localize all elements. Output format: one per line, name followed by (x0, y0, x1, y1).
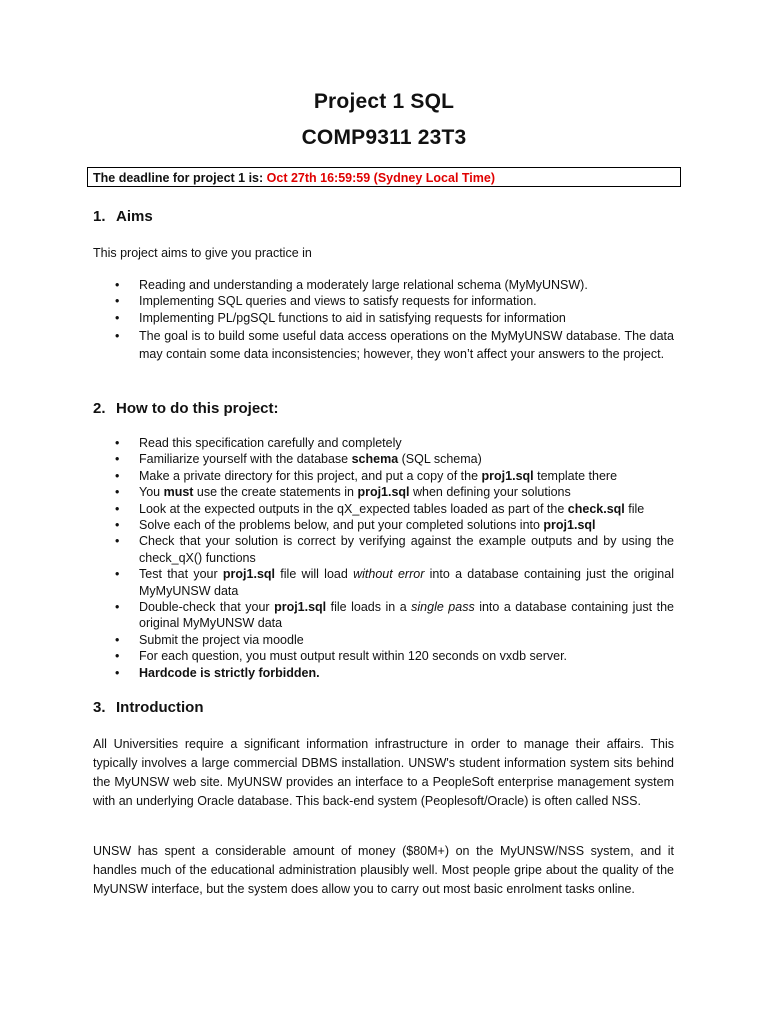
section-title: How to do this project: (116, 400, 279, 417)
section-number: 2. (93, 400, 106, 417)
section-title: Introduction (116, 699, 204, 716)
list-item: • Solve each of the problems below, and put your completed solutions into proj1.sql (93, 517, 674, 533)
list-item: • Implementing PL/pgSQL functions to aid in satisfying requests for information (93, 310, 674, 326)
list-item: • The goal is to build some useful data access operations on the MyMyUNSW database. The data may contain some data inconsistencies; however, they won’t affect your answers to the project. (93, 328, 674, 363)
section-number: 1. (93, 208, 106, 225)
section-introduction-heading (93, 699, 203, 716)
intro-paragraph-1: All Universities require a significant information infrastructure in order to manage their affairs. This typically involves a large commercial DBMS installation. UNSW's student information system sits behind the MyUNSW web site. MyUNSW provides an interface to a PeopleSoft enterprise management system with an underlying Oracle database. This back-end system (Peoplesoft/Oracle) is often called NSS. (93, 737, 674, 808)
deadline-box (87, 167, 681, 187)
section-number: 3. (93, 699, 106, 716)
section-aims-heading (93, 208, 153, 225)
deadline-value: Oct 27th 16:59:59 (Sydney Local Time) (266, 171, 495, 185)
list-item: • Hardcode is strictly forbidden. (93, 665, 674, 681)
howto-list (93, 435, 674, 681)
deadline-label: The deadline for project 1 is: (93, 171, 264, 185)
list-item: • Check that your solution is correct by verifying against the example outputs and by using the check_qX() functions (93, 533, 674, 566)
aims-intro: This project aims to give you practice in (93, 246, 312, 260)
aims-list (93, 277, 674, 363)
section-title: Aims (116, 208, 153, 225)
list-item: • Look at the expected outputs in the qX_expected tables loaded as part of the check.sql file (93, 501, 674, 517)
list-item: • For each question, you must output result within 120 seconds on vxdb server. (93, 648, 674, 664)
list-item: • Make a private directory for this project, and put a copy of the proj1.sql template there (93, 468, 674, 484)
list-item: • Reading and understanding a moderately large relational schema (MyMyUNSW). (93, 277, 674, 293)
list-item: • Double-check that your proj1.sql file loads in a single pass into a database containing just the original MyMyUNSW data (93, 599, 674, 632)
list-item: • Read this specification carefully and completely (93, 435, 674, 451)
list-item: • Familiarize yourself with the database schema (SQL schema) (93, 451, 674, 467)
intro-paragraph-2: UNSW has spent a considerable amount of money ($80M+) on the MyUNSW/NSS system, and it handles much of the educational administration plausibly well. Most people gripe about the quality of the MyUNSW interface, but the system does allow you to carry out most basic enrolment tasks online. (93, 844, 674, 896)
list-item: • Submit the project via moodle (93, 632, 674, 648)
list-item: • Test that your proj1.sql file will load without error into a database containing just the original MyMyUNSW data (93, 566, 674, 599)
list-item: • You must use the create statements in proj1.sql when defining your solutions (93, 484, 674, 500)
list-item: • Implementing SQL queries and views to satisfy requests for information. (93, 293, 674, 309)
section-howto-heading (93, 400, 279, 417)
page-subtitle: COMP9311 23T3 (301, 126, 467, 149)
page-title: Project 1 SQL (313, 90, 455, 113)
